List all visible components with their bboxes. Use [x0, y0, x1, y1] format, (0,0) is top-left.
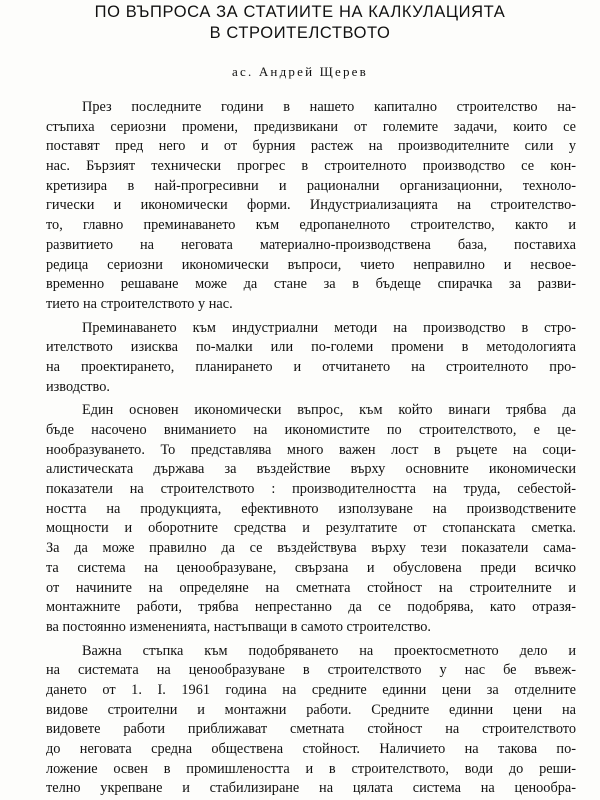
article-author: ас. Андрей Щерев [232, 64, 368, 79]
text-line: временно решаване може да стане за в бъдеще спирачка за разви- [46, 276, 576, 293]
text-line: кретизира в най-прогресивни и рационални организационни, техноло- [46, 177, 576, 194]
text-line: поставят пред него и от бурния растеж на производителните сили у [46, 138, 576, 155]
text-line: мощности и оборотните средства и резултатите от стопанската сметка. [46, 520, 576, 537]
article-title-line-1: ПО ВЪПРОСА ЗА СТАТИИТЕ НА КАЛКУЛАЦИЯТА [94, 3, 506, 21]
text-line: редица сериозни икономически въпроси, чието неправилно и несвое- [46, 256, 576, 273]
text-line: видове строителни и монтажни работи. Средните единни цени на [46, 701, 576, 718]
text-line: на проектирането, планирането и отчитането на строителното про- [46, 358, 576, 375]
text-line: изводство. [46, 378, 110, 395]
text-line: нас. Бързият технически прогрес в строителното производство се кон- [46, 158, 576, 175]
article-body [46, 98, 576, 799]
paragraph-1 [46, 98, 576, 315]
text-line: монтажните работи, трябва непрестанно да се подобрява, като отразя- [46, 599, 576, 616]
paragraph-2 [46, 319, 576, 398]
text-line: ността на продукцията, ефективното използуване на производствените [46, 500, 576, 517]
text-line: Важна стъпка към подобряването на проектосметното дело и [82, 642, 576, 659]
paragraph-4 [46, 642, 576, 800]
text-line: ложение освен в промишлеността и в строителството, води до реши- [46, 760, 576, 777]
text-line: телно укрепване и стабилизиране на цялата система на ценообра- [46, 780, 576, 797]
text-line: дането от 1. I. 1961 година на средните единни цени за отделните [46, 681, 576, 698]
text-line: то, главно преминаването към едропанелното строителство, както и [46, 217, 576, 234]
text-line: Един основен икономически въпрос, към който винаги трябва да [82, 402, 576, 419]
text-line: та система на ценообразуване, свързана и обусловена преди всичко [46, 559, 576, 576]
text-line: нообразуването. То представлява много важен лост в ръцете на соци- [46, 441, 576, 458]
text-line: Преминаването към индустриални методи на производство в стро- [82, 319, 576, 336]
text-line: от начините на определяне на сметната стойност на строителните и [46, 579, 576, 596]
article-title [0, 2, 600, 44]
text-line: видовете работи приближават сметната стойност на строителството [46, 721, 576, 738]
text-line: до неговата средна обществена стойност. Наличието на такова по- [46, 741, 576, 757]
article-title-line-2: В СТРОИТЕЛСТВОТО [209, 24, 391, 42]
text-line: показатели на строителството : производителността на труда, себестой- [46, 481, 576, 498]
text-line: стъпиха сериозни промени, предизвикани от големите задачи, които се [46, 118, 576, 135]
text-line: През последните години в нашето капитално строителство на- [82, 99, 576, 115]
text-line: развитието на неговата материално-производствена база, поставиха [46, 236, 576, 253]
text-line: ва постоянно измененията, настъпващи в самото строителство. [46, 618, 431, 635]
text-line: ителството изисква по-малки или по-големи промени в методологията [46, 339, 576, 356]
text-line: За да може правилно да се въздействува върху тези показатели сама- [46, 540, 576, 557]
text-line: бъде насочено вниманието на икономистите по строителството, е це- [46, 422, 576, 438]
text-line: алистическата държава за въздействие върху основните икономически [46, 461, 576, 478]
paragraph-3 [46, 401, 576, 637]
text-line: тието на строителството у нас. [46, 295, 233, 312]
text-line: на системата на ценообразуване в строителството у нас бе въвеж- [46, 662, 576, 679]
text-line: гически и икономически форми. Индустриализацията на строителство- [46, 197, 576, 214]
